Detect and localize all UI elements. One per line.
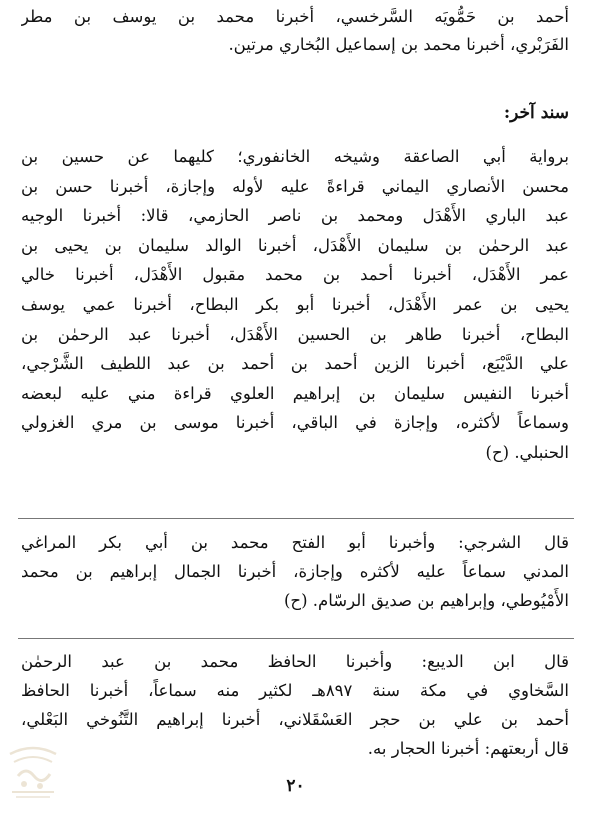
paragraph-1 — [21, 3, 569, 59]
paragraph-2-line: عبد الباري الأَهْدَل ومحمد بن ناصر الحازمي، قالا: أخبرنا الوجيه — [21, 206, 569, 226]
section-heading: سند آخر: — [503, 103, 569, 123]
section-divider — [18, 518, 574, 519]
paragraph-3-line: الأَمْيُوطي، وإبراهيم بن صديق الرسّام. (ح) — [284, 591, 569, 610]
paragraph-3-line: قال الشرجي: وأخبرنا أبو الفتح محمد بن أبي بكر المراغي — [21, 533, 569, 552]
paragraph-4-line: السَّخاوي في مكة سنة ٨٩٧هـ لكثير منه سماعاً، أخبرنا الحافظ — [21, 681, 569, 700]
paragraph-4-line: قال أربعتهم: أخبرنا الحجار به. — [367, 739, 569, 758]
paragraph-2-line: الحنبلي. (ح) — [485, 442, 569, 462]
section-divider — [18, 638, 574, 639]
paragraph-2-line: البطاح، أخبرنا طاهر بن الحسين الأَهْدَل، أخبرنا عبد الرحمٰن بن — [21, 324, 569, 344]
paragraph-2-line: محسن الأنصاري اليماني قراءةً عليه لأوله وإجازة، أخبرنا حسن بن — [21, 176, 569, 196]
paragraph-2-line: يحيى بن عمر الأَهْدَل، أخبرنا أبو بكر البطاح، أخبرنا عمي يوسف — [21, 294, 569, 314]
paragraph-4-line: قال ابن الديبع: وأخبرنا الحافظ محمد بن عبد الرحمٰن — [21, 652, 569, 671]
paragraph-4 — [21, 647, 569, 763]
paragraph-1-line: الفَرَبْري، أخبرنا محمد بن إسماعيل البُخاري مرتين. — [228, 35, 569, 54]
paragraph-1-line: أحمد بن حَمُّويَه السَّرخسي، أخبرنا محمد بن يوسف بن مطر — [21, 7, 569, 26]
paragraph-2-line: أخبرنا النفيس سليمان بن إبراهيم العلوي قراءة مني عليه لبعضه — [21, 383, 569, 403]
paragraph-2-line: وسماعاً لأكثره، وإجازة في الباقي، أخبرنا موسى بن مري الغزولي — [21, 413, 569, 433]
paragraph-2-line: علي الدَّيْبَع، أخبرنا الزين أحمد بن أحمد بن عبد اللطيف الشَّرْجي، — [21, 354, 569, 374]
paragraph-3-line: المدني سماعاً عليه لأكثره وإجازة، أخبرنا الجمال إبراهيم بن محمد — [21, 562, 569, 581]
paragraph-3 — [21, 528, 569, 615]
paragraph-2-line: برواية أبي الصاعقة وشيخه الخانفوري؛ كليهما عن حسين بن — [21, 147, 569, 166]
paragraph-2-line: عبد الرحمٰن بن سليمان الأَهْدَل، أخبرنا الوالد سليمان بن يحيى بن — [21, 235, 569, 255]
paragraph-2 — [21, 142, 569, 468]
library-logo-watermark-icon — [4, 740, 62, 802]
page-number: ٢٠ — [286, 776, 305, 796]
paragraph-4-line: أحمد بن علي بن حجر العَسْقَلاني، أخبرنا إبراهيم التَّنُوخي البَعْلي، — [21, 710, 569, 729]
paragraph-2-line: عمر الأَهْدَل، أخبرنا أحمد بن محمد مقبول الأَهْدَل، أخبرنا خالي — [21, 265, 569, 285]
